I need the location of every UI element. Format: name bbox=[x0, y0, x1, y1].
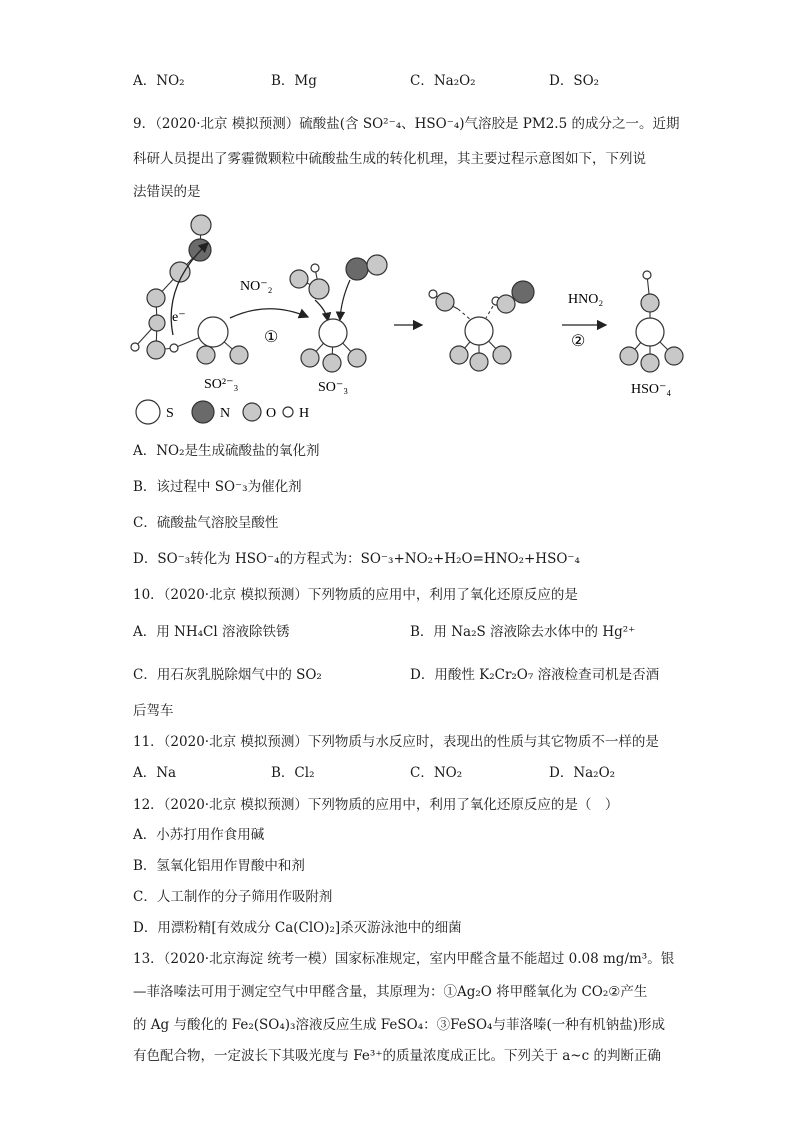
q12-option-d: D．用漂粉精[有效成分 Ca(ClO)₂]杀灭游泳池中的细菌 bbox=[133, 920, 462, 936]
q9-option-b: B．该过程中 SO⁻₃为催化剂 bbox=[133, 479, 302, 495]
q9-stem-line1: 9．（2020·北京 模拟预测）硫酸盐(含 SO²⁻₄、HSO⁻₄)气溶胶是 PM2.5 的成分之一。近期 bbox=[133, 116, 680, 132]
q10-option-c: C．用石灰乳脱除烟气中的 SO₂ bbox=[133, 667, 322, 683]
q11-option-c: C．NO₂ bbox=[410, 765, 463, 781]
q9-option-c: C．硫酸盐气溶胶呈酸性 bbox=[133, 515, 279, 531]
sulfate-mechanism-diagram bbox=[128, 205, 693, 425]
step1-label: ① bbox=[264, 329, 279, 346]
hno2-label: HNO₂ bbox=[568, 292, 604, 307]
q8-option-d: D．SO₂ bbox=[549, 73, 600, 89]
electron-label: e⁻ bbox=[172, 310, 186, 325]
step2-label: ② bbox=[571, 333, 586, 350]
legend-h: H bbox=[299, 406, 310, 421]
q11-option-a: A．Na bbox=[133, 765, 177, 781]
so3-minus-label: SO⁻₃ bbox=[318, 380, 349, 395]
so3-2minus-label: SO²⁻₃ bbox=[204, 377, 239, 392]
q9-stem-line3: 法错误的是 bbox=[133, 184, 201, 200]
q12-option-b: B．氢氧化铝用作胃酸中和剂 bbox=[133, 858, 305, 874]
q11-option-d: D．Na₂O₂ bbox=[549, 765, 616, 781]
q13-line4: 有色配合物，一定波长下其吸光度与 Fe³⁺的质量浓度成正比。下列关于 a~c 的判断正确 bbox=[133, 1048, 661, 1064]
q10-option-d: D．用酸性 K₂Cr₂O₇ 溶液检查司机是否酒 bbox=[410, 667, 660, 683]
q13-line2: —菲洛嗪法可用于测定空气中甲醛含量，其原理为：①Ag₂O 将甲醛氧化为 CO₂②产生 bbox=[133, 984, 648, 1000]
q10-option-b: B．用 Na₂S 溶液除去水体中的 Hg²⁺ bbox=[410, 624, 636, 640]
q12-option-c: C．人工制作的分子筛用作吸附剂 bbox=[133, 889, 333, 905]
q12-stem: 12．（2020·北京 模拟预测）下列物质的应用中，利用了氧化还原反应的是（ ） bbox=[133, 797, 619, 813]
q9-stem-line2: 科研人员提出了雾霾微颗粒中硫酸盐生成的转化机理，其主要过程示意图如下，下列说 bbox=[133, 151, 646, 167]
hso4-minus-label: HSO⁻₄ bbox=[631, 382, 672, 397]
q8-option-b: B．Mg bbox=[271, 73, 317, 89]
q8-option-a: A．NO₂ bbox=[133, 73, 185, 89]
no2-minus-label: NO⁻₂ bbox=[240, 279, 273, 294]
q9-option-d: D．SO⁻₃转化为 HSO⁻₄的方程式为：SO⁻₃+NO₂+H₂O=HNO₂+HSO⁻₄ bbox=[133, 551, 580, 567]
q13-line3: 的 Ag 与酸化的 Fe₂(SO₄)₃溶液反应生成 FeSO₄：③FeSO₄与菲洛嗪(一种有机钠盐)形成 bbox=[133, 1017, 665, 1033]
q13-line1: 13．（2020·北京海淀 统考一模）国家标准规定，室内甲醛含量不能超过 0.08 mg/m³。银 bbox=[133, 951, 675, 967]
legend-n: N bbox=[220, 406, 231, 421]
q10-option-a: A．用 NH₄Cl 溶液除铁锈 bbox=[133, 624, 290, 640]
q11-option-b: B．Cl₂ bbox=[271, 765, 315, 781]
legend-s: S bbox=[166, 406, 174, 421]
q8-option-c: C．Na₂O₂ bbox=[410, 73, 476, 89]
q10-stem: 10．（2020·北京 模拟预测）下列物质的应用中，利用了氧化还原反应的是 bbox=[133, 587, 578, 603]
q11-stem: 11．（2020·北京 模拟预测）下列物质与水反应时，表现出的性质与其它物质不一样的是 bbox=[133, 734, 659, 750]
q9-option-a: A．NO₂是生成硫酸盐的氧化剂 bbox=[133, 443, 320, 459]
q12-option-a: A．小苏打用作食用碱 bbox=[133, 827, 265, 843]
q10-option-d-continuation: 后驾车 bbox=[133, 703, 174, 719]
legend-o: O bbox=[266, 406, 277, 421]
